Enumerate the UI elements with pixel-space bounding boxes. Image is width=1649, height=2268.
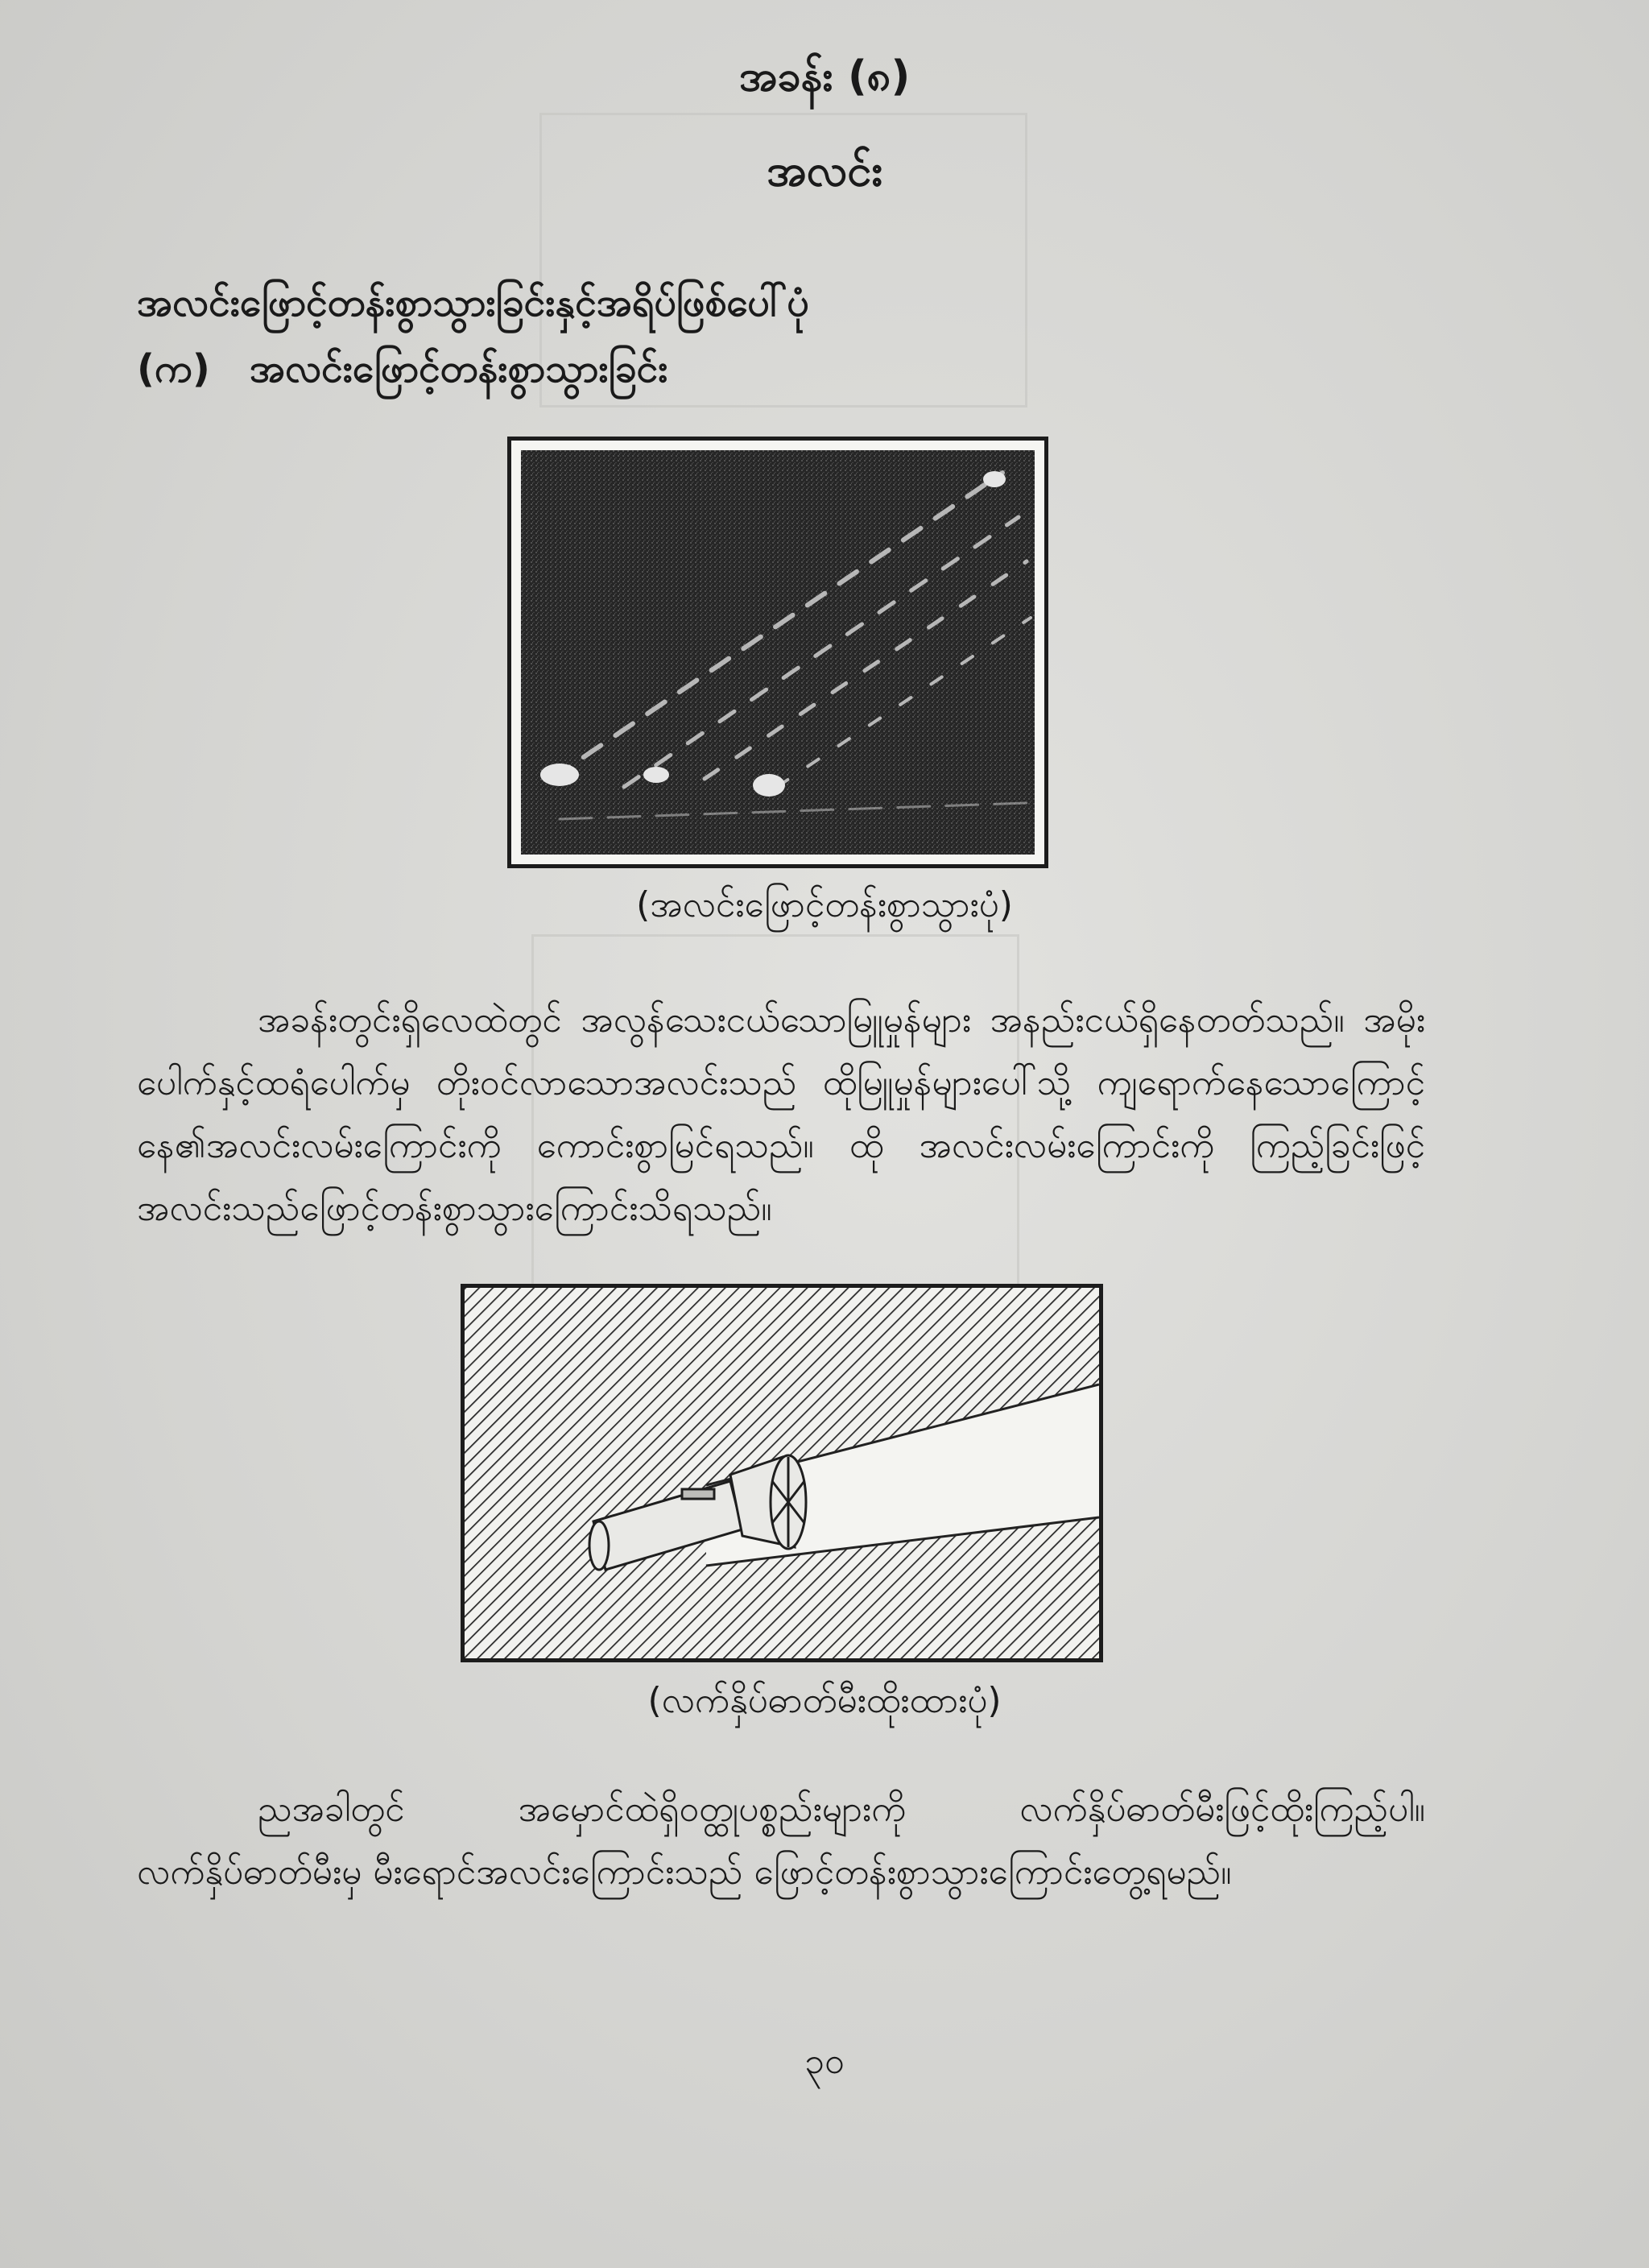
figure2-caption: (လက်နှိပ်ဓာတ်မီးထိုးထားပုံ) [647,1680,1002,1721]
paragraph-2: ညအခါတွင် အမှောင်ထဲရှိဝတ္ထုပစ္စည်းများကို လက်နှိပ်ဓာတ်မီးဖြင့်ထိုးကြည့်ပါ။ လက်နှိပ်ဓာတ်မီးမှ မီးရောင်အလင်းကြောင်းသည် ဖြောင့်တန်းစွာသွားကြောင်းတွေ့ရမည်။ [137,1789,1425,1893]
subsection-label: အလင်းဖြောင့်တန်းစွာသွားခြင်း [250,346,668,391]
light-rays-illustration [511,441,1044,864]
flashlight-figure [461,1284,1103,1662]
page-title: အလင်း [767,145,882,196]
subsection-number: (က) [137,346,210,391]
chapter-label: အခန်း (၈) [738,52,911,101]
section-heading: အလင်းဖြောင့်တန်းစွာသွားခြင်းနှင့်အရိပ်ဖြစ်ပေါ်ပုံ [137,280,809,325]
subsection-heading [137,345,667,401]
figure1-caption: (အလင်းဖြောင့်တန်းစွာသွားပုံ) [636,884,1013,925]
light-rays-figure [507,437,1048,868]
paragraph-1: အခန်းတွင်းရှိလေထဲတွင် အလွန်သေးငယ်သောမြူမှုန်များ အနည်းငယ်ရှိနေတတ်သည်။ အမိုးပေါက်နှင့်ထရံပေါက်မှ တိုးဝင်လာသောအလင်းသည် ထိုမြူမှုန်များပေါ်သို့ ကျရောက်နေသောကြောင့် နေ၏အလင်းလမ်းကြောင်းကို ကောင်းစွာမြင်ရသည်။ ထို အလင်းလမ်းကြောင်းကို ကြည့်ခြင်းဖြင့် အလင်းသည်ဖြောင့်တန်းစွာသွားကြောင်းသိရသည်။ [137,999,1425,1229]
page-number: ၃၀ [804,2041,845,2082]
flashlight-illustration [465,1288,1099,1658]
